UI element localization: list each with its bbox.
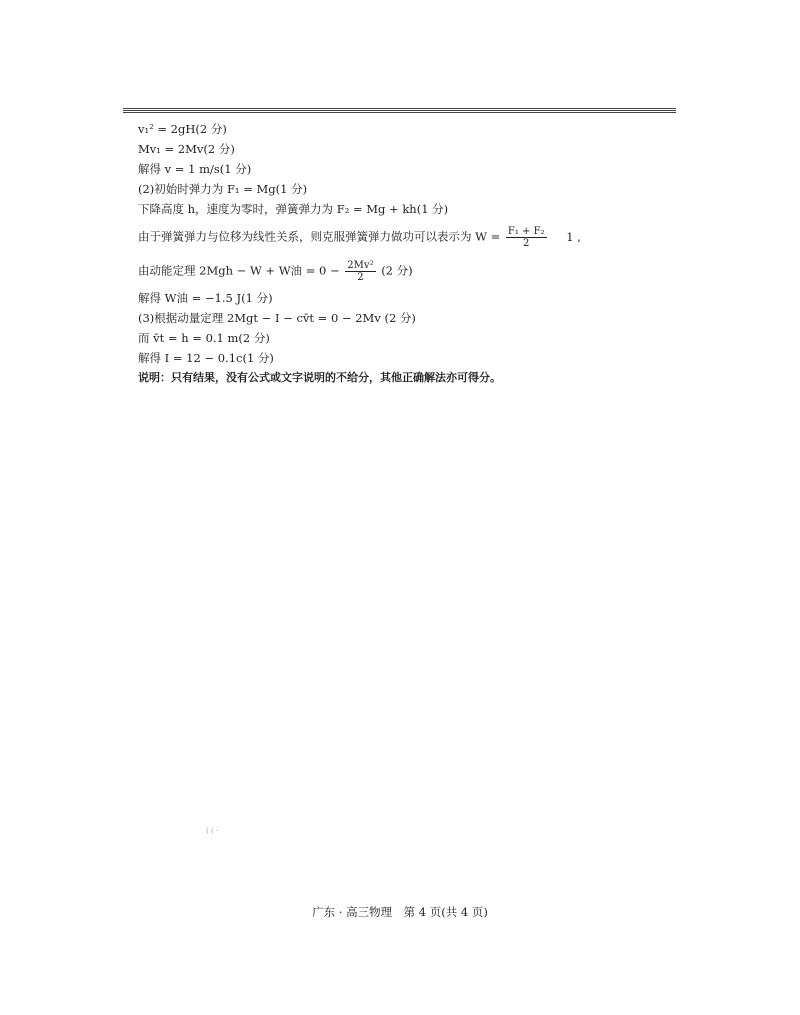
- header-rule: [123, 108, 676, 114]
- solution-line-6-tail: 1 ,: [566, 229, 581, 244]
- solution-line-4: (2)初始时弹力为 F₁ = Mg(1 分): [138, 182, 308, 196]
- work-fraction-numerator: F₁ + F₂: [507, 226, 545, 237]
- solution-line-7: [138, 260, 413, 283]
- solution-line-2: Mv₁ = 2Mv(2 分): [138, 142, 235, 156]
- work-fraction: [506, 226, 547, 249]
- work-fraction-denominator: 2: [523, 238, 530, 249]
- solution-line-7-tail: (2 分): [381, 263, 413, 278]
- grading-note: 说明：只有结果，没有公式或文字说明的不给分，其他正确解法亦可得分。: [138, 371, 501, 384]
- kinetic-fraction: [345, 260, 375, 283]
- kinetic-fraction-numerator: 2Mv²: [347, 260, 374, 271]
- solution-line-3: 解得 v = 1 m/s(1 分): [138, 162, 252, 176]
- solution-line-6-text: 由于弹簧弹力与位移为线性关系，则克服弹簧弹力做功可以表示为 W =: [138, 229, 501, 244]
- kinetic-fraction-denominator: 2: [357, 272, 364, 283]
- page-footer: 广东 · 高三物理 第 4 页(共 4 页): [312, 905, 488, 919]
- solution-line-7-text: 由动能定理 2Mgh − W + W油 = 0 −: [138, 263, 340, 278]
- solution-line-5: 下降高度 h，速度为零时，弹簧弹力为 F₂ = Mg + kh(1 分): [138, 202, 449, 216]
- solution-line-10: 而 v̄t = h = 0.1 m(2 分): [138, 331, 270, 345]
- solution-line-6: [138, 226, 581, 249]
- solution-line-1: v₁² = 2gH(2 分): [138, 122, 227, 136]
- scan-artifact: ( ( ·: [206, 827, 219, 835]
- solution-line-8: 解得 W油 = −1.5 J(1 分): [138, 291, 273, 305]
- solution-line-9: (3)根据动量定理 2Mgt − I − cv̄t = 0 − 2Mv (2 分): [138, 311, 416, 325]
- solution-line-11: 解得 I = 12 − 0.1c(1 分): [138, 351, 274, 365]
